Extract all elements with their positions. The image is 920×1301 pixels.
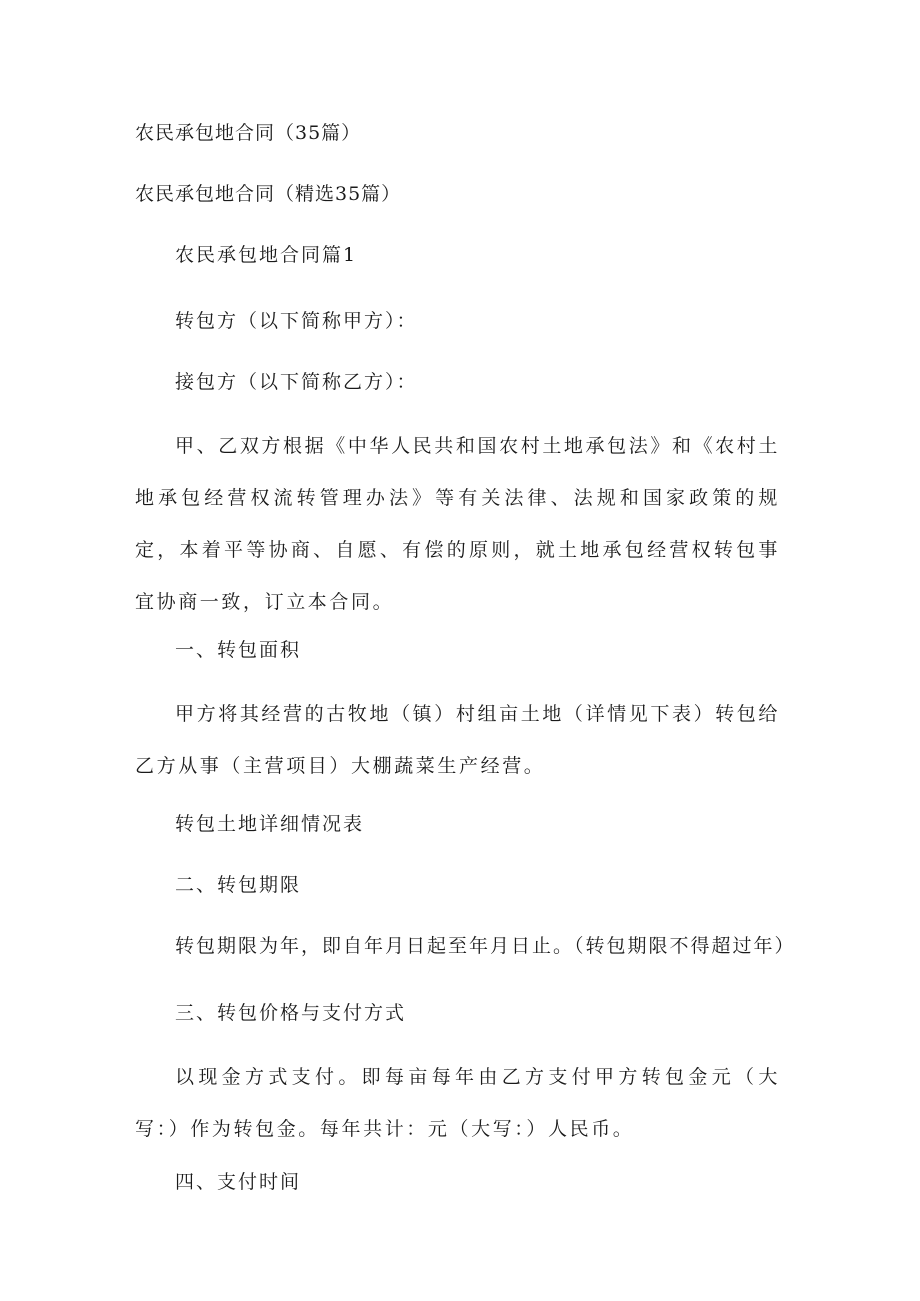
term-paragraph: 转包期限为年，即自年月日起至年月日止。（转包期限不得超过年）: [175, 935, 796, 957]
heading-transfer-area: 一、转包面积: [175, 639, 302, 661]
heading-price-payment: 三、转包价格与支付方式: [175, 1002, 407, 1024]
document-subtitle: 农民承包地合同（精选35篇）: [135, 183, 402, 205]
intro-paragraph: 甲、乙双方根据《中华人民共和国农村土地承包法》和《农村土地承包经营权流转管理办法》等有关法律、法规和国家政策的规定，本着平等协商、自愿、有偿的原则，就土地承包经营权转包事宜协商一致，订立本合同。: [135, 435, 780, 613]
table-caption: 转包土地详细情况表: [175, 813, 365, 835]
area-paragraph: 甲方将其经营的古牧地（镇）村组亩土地（详情见下表）转包给乙方从事（主营项目）大棚蔬菜生产经营。: [135, 703, 780, 777]
heading-transfer-term: 二、转包期限: [175, 874, 302, 896]
price-paragraph: 以现金方式支付。即每亩每年由乙方支付甲方转包金元（大写：）作为转包金。每年共计：元（大写：）人民币。: [135, 1066, 780, 1140]
heading-payment-time: 四、支付时间: [175, 1171, 302, 1193]
party-b-line: 接包方（以下简称乙方）：: [175, 371, 418, 393]
section-heading: 农民承包地合同篇1: [175, 244, 358, 266]
party-a-line: 转包方（以下简称甲方）：: [175, 310, 418, 332]
document-title: 农民承包地合同（35篇）: [135, 122, 362, 144]
